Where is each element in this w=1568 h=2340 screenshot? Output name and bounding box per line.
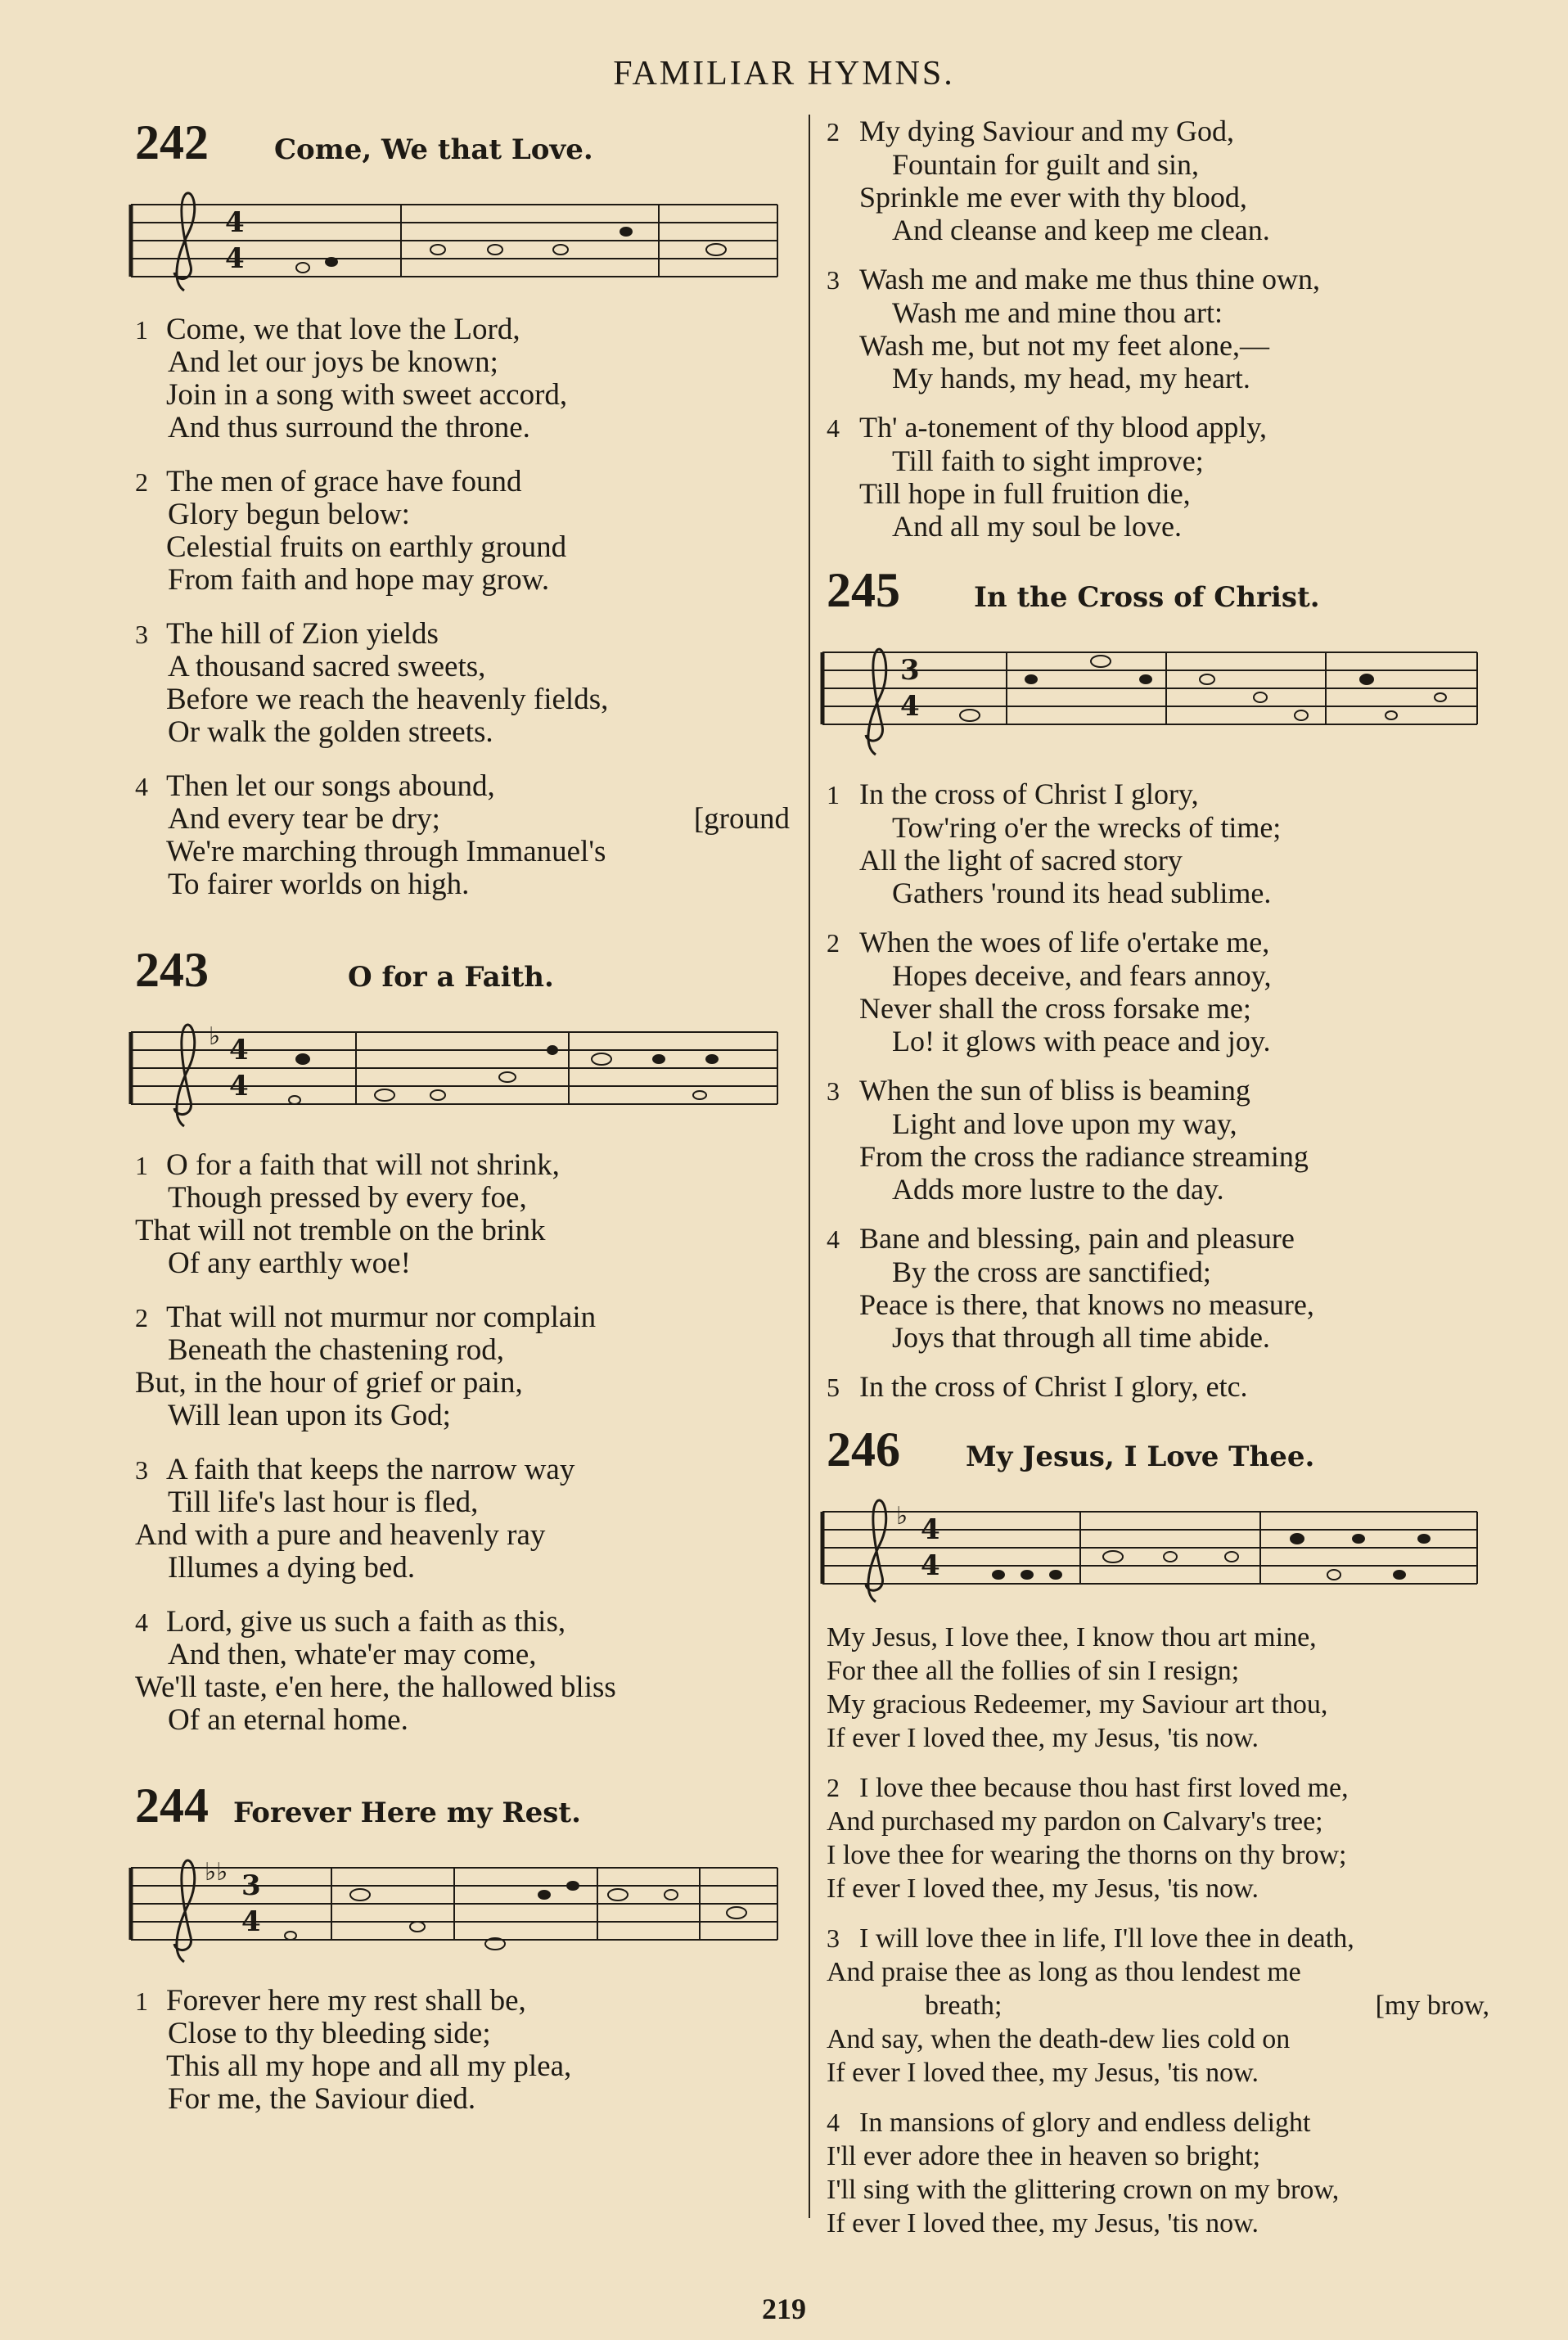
verse-line: And every tear be dry; — [168, 802, 440, 836]
verse-line: Till life's last hour is fled, — [168, 1486, 479, 1519]
verse — [827, 926, 1489, 1057]
verse-line: I will love thee in life, I'll love thee in death, — [859, 1923, 1354, 1954]
verse-line: Bane and blessing, pain and pleasure — [859, 1222, 1295, 1255]
verse-line: Illumes a dying bed. — [168, 1551, 416, 1585]
verse — [135, 1301, 790, 1432]
verse-line: In the cross of Christ I glory, — [859, 778, 1199, 810]
time-sig-top: 3 — [900, 654, 920, 687]
verse — [827, 1074, 1489, 1206]
verse-line: We're marching through Immanuel's — [166, 835, 606, 868]
verse-line: And say, when the death-dew lies cold on — [827, 2024, 1291, 2054]
verse-line: In mansions of glory and endless delight — [859, 2108, 1311, 2138]
verse-line: Gathers 'round its head sublime. — [892, 877, 1272, 909]
svg-text:♭♭: ♭♭ — [205, 1858, 228, 1887]
left-column — [135, 115, 790, 2137]
music-staff-242 — [127, 184, 790, 299]
verse-line: If ever I loved thee, my Jesus, 'tis now. — [827, 1723, 1259, 1753]
verse-line: And let our joys be known; — [168, 345, 498, 379]
time-sig-bottom: 4 — [241, 1905, 261, 1938]
verse-line: Adds more lustre to the day. — [892, 1173, 1224, 1206]
verse-line: When the sun of bliss is beaming — [859, 1074, 1250, 1107]
verse-number: 5 — [827, 1373, 840, 1402]
verse-line: Or walk the golden streets. — [168, 715, 493, 749]
verse-line: Hopes deceive, and fears annoy, — [892, 959, 1272, 992]
verse-line: Close to thy bleeding side; — [168, 2017, 491, 2050]
music-staff-243 — [127, 1012, 790, 1134]
music-staff-246 — [818, 1491, 1489, 1606]
verse-number: 4 — [827, 2108, 840, 2137]
turnover-word: [ground — [693, 802, 790, 836]
right-column — [827, 115, 1489, 2257]
time-sig-top: 4 — [225, 206, 245, 239]
verse — [827, 778, 1489, 909]
verse-line: From the cross the radiance streaming — [859, 1140, 1309, 1173]
verse-line: If ever I loved thee, my Jesus, 'tis now. — [827, 2058, 1259, 2088]
verse-line: When the woes of life o'ertake me, — [859, 926, 1270, 958]
verse-line: Fountain for guilt and sin, — [892, 148, 1199, 181]
verse-line: A thousand sacred sweets, — [168, 650, 486, 683]
hymn-number: 245 — [827, 563, 900, 617]
verse — [135, 1985, 790, 2116]
verse-line: Join in a song with sweet accord, — [166, 378, 568, 412]
verse-line: Th' a-tonement of thy blood apply, — [859, 411, 1268, 444]
verse-line: And cleanse and keep me clean. — [892, 214, 1270, 246]
verse-number: 2 — [135, 467, 148, 497]
verse — [827, 263, 1489, 395]
verse-line: Wash me and mine thou art: — [892, 296, 1223, 329]
verse-line: But, in the hour of grief or pain, — [135, 1366, 523, 1400]
verse — [827, 2106, 1489, 2240]
verse-line: All the light of sacred story — [859, 844, 1183, 877]
verse-line: That will not murmur nor complain — [166, 1301, 597, 1334]
verse-line: This all my hope and all my plea, — [166, 2049, 572, 2083]
hymn-number: 246 — [827, 1422, 900, 1477]
verse — [135, 313, 790, 444]
verse-number: 4 — [135, 1607, 148, 1637]
music-staff-244 — [127, 1847, 790, 1970]
verse-line: The men of grace have found — [166, 465, 522, 498]
verse-number: 4 — [135, 772, 148, 801]
verse-line: For me, the Saviour died. — [168, 2082, 476, 2116]
time-sig-top: 4 — [921, 1513, 940, 1546]
verse-line: Will lean upon its God; — [168, 1399, 451, 1432]
verse-line: And praise thee as long as thou lendest me — [827, 1957, 1301, 1987]
verse-line: Peace is there, that knows no measure, — [859, 1288, 1314, 1321]
verse-line: By the cross are sanctified; — [892, 1256, 1211, 1288]
verse-line: And all my soul be love. — [892, 510, 1182, 543]
svg-text:♭: ♭ — [896, 1502, 908, 1531]
verse — [827, 115, 1489, 246]
verse-line: Wash me and make me thus thine own, — [859, 263, 1320, 295]
verse — [135, 618, 790, 749]
verse — [827, 1922, 1489, 2090]
hymn-246-verses — [827, 1621, 1489, 2240]
verse — [135, 770, 790, 901]
column-divider — [809, 115, 810, 2218]
verse — [135, 1606, 790, 1737]
verse-line: Of any earthly woe! — [168, 1247, 411, 1280]
hymn-242 — [135, 115, 790, 901]
verse-line: For thee all the follies of sin I resign; — [827, 1656, 1240, 1686]
verse-number: 2 — [827, 928, 840, 958]
verse-line: My dying Saviour and my God, — [859, 115, 1234, 147]
verse — [135, 466, 790, 597]
hymn-title: O for a Faith. — [348, 961, 554, 994]
verse-line: I love thee for wearing the thorns on thy brow; — [827, 1840, 1347, 1870]
verse-line: Joys that through all time abide. — [892, 1321, 1270, 1354]
hymn-244 — [135, 1778, 790, 2116]
hymn-title: In the Cross of Christ. — [974, 581, 1320, 614]
turnover-word: [my brow, — [1375, 1991, 1489, 2021]
verse-line: And with a pure and heavenly ray — [135, 1518, 546, 1552]
verse-line: Tow'ring o'er the wrecks of time; — [892, 811, 1282, 844]
verse-line: In the cross of Christ I glory, etc. — [859, 1370, 1248, 1403]
verse — [135, 1454, 790, 1585]
hymn-number: 243 — [135, 943, 209, 997]
time-sig-bottom: 4 — [229, 1070, 249, 1102]
verse-line: Forever here my rest shall be, — [166, 1984, 526, 2018]
verse — [827, 1771, 1489, 1905]
verse-line: Beneath the chastening rod, — [168, 1333, 504, 1367]
verse-line: breath; — [925, 1991, 1003, 2021]
hymn-246 — [827, 1422, 1489, 2240]
hymn-245 — [827, 562, 1489, 1404]
verse-line: My gracious Redeemer, my Saviour art thou, — [827, 1689, 1328, 1720]
verse-line: Before we reach the heavenly fields, — [166, 683, 609, 716]
music-staff-245 — [818, 632, 1489, 763]
verse-line: Come, we that love the Lord, — [166, 313, 520, 346]
verse — [827, 1370, 1489, 1404]
verse-line: Lord, give us such a faith as this, — [166, 1605, 566, 1639]
verse — [827, 1222, 1489, 1354]
verse-line: Then let our songs abound, — [166, 769, 495, 803]
time-sig-bottom: 4 — [900, 690, 920, 723]
verse-number: 2 — [827, 1773, 840, 1802]
verse-number: 3 — [827, 1076, 840, 1106]
verse-line: Till faith to sight improve; — [892, 444, 1204, 477]
verse-number: 3 — [135, 1455, 148, 1485]
verse-line: Lo! it glows with peace and joy. — [892, 1025, 1271, 1057]
verse-line: And thus surround the throne. — [168, 411, 530, 444]
verse-line: From faith and hope may grow. — [168, 563, 550, 597]
time-sig-top: 4 — [229, 1034, 249, 1066]
hymn-245-verses — [827, 778, 1489, 1404]
time-sig-bottom: 4 — [921, 1549, 940, 1582]
verse-line: Celestial fruits on earthly ground — [166, 530, 567, 564]
hymn-title: Come, We that Love. — [274, 133, 593, 166]
verse-line: And purchased my pardon on Calvary's tree; — [827, 1806, 1323, 1837]
running-head: FAMILIAR HYMNS. — [613, 55, 955, 92]
hymn-number: 242 — [135, 115, 209, 169]
verse-line: To fairer worlds on high. — [168, 868, 470, 901]
verse-line: We'll taste, e'en here, the hallowed bliss — [135, 1670, 616, 1704]
verse-line: My hands, my head, my heart. — [892, 362, 1250, 395]
verse — [827, 1621, 1489, 1755]
hymn-title: My Jesus, I Love Thee. — [966, 1441, 1315, 1473]
verse-number: 1 — [827, 780, 840, 809]
verse-line: Light and love upon my way, — [892, 1107, 1237, 1140]
verse-line: O for a faith that will not shrink, — [166, 1148, 560, 1182]
verse-number: 2 — [827, 117, 840, 147]
verse-number: 4 — [827, 1224, 840, 1254]
hymn-number: 244 — [135, 1779, 209, 1833]
verse-line: I love thee because thou hast first loved me, — [859, 1773, 1349, 1803]
hymn-243-verses — [135, 1149, 790, 1737]
hymn-242-verses — [135, 313, 790, 901]
verse-number: 2 — [135, 1303, 148, 1332]
hymn-243 — [135, 942, 790, 1737]
verse — [135, 1149, 790, 1280]
verse-number: 4 — [827, 413, 840, 443]
time-sig-bottom: 4 — [225, 242, 245, 275]
svg-text:♭: ♭ — [209, 1022, 221, 1051]
hymn-244-verses — [135, 1985, 790, 2116]
hymn-title: Forever Here my Rest. — [233, 1797, 581, 1829]
verse-number: 3 — [135, 620, 148, 649]
verse-line: I'll sing with the glittering crown on my brow, — [827, 2175, 1340, 2205]
verse-line: Sprinkle me ever with thy blood, — [859, 181, 1247, 214]
page-number: 219 — [762, 2293, 806, 2325]
hymn-244-continued — [827, 115, 1489, 543]
verse-line: Of an eternal home. — [168, 1703, 408, 1737]
verse-line: The hill of Zion yields — [166, 617, 439, 651]
verse-line: Till hope in full fruition die, — [859, 477, 1191, 510]
verse-number: 1 — [135, 315, 148, 345]
time-sig-top: 3 — [241, 1869, 261, 1902]
verse-number: 1 — [135, 1986, 148, 2016]
verse-line: Glory begun below: — [168, 498, 410, 531]
verse-line: If ever I loved thee, my Jesus, 'tis now. — [827, 2208, 1259, 2239]
verse-number: 3 — [827, 1923, 840, 1953]
verse-line: And then, whate'er may come, — [168, 1638, 537, 1671]
verse-line: That will not tremble on the brink — [135, 1214, 546, 1247]
verse-number: 1 — [135, 1151, 148, 1180]
verse-line: A faith that keeps the narrow way — [166, 1453, 575, 1486]
verse-line: Wash me, but not my feet alone,— — [859, 329, 1269, 362]
verse-line: Never shall the cross forsake me; — [859, 992, 1251, 1025]
verse-line: My Jesus, I love thee, I know thou art mine, — [827, 1622, 1317, 1652]
verse-line: Though pressed by every foe, — [168, 1181, 527, 1215]
verse-line: I'll ever adore thee in heaven so bright; — [827, 2141, 1261, 2171]
verse — [827, 411, 1489, 543]
verse-number: 3 — [827, 265, 840, 295]
verse-line: If ever I loved thee, my Jesus, 'tis now. — [827, 1873, 1259, 1904]
